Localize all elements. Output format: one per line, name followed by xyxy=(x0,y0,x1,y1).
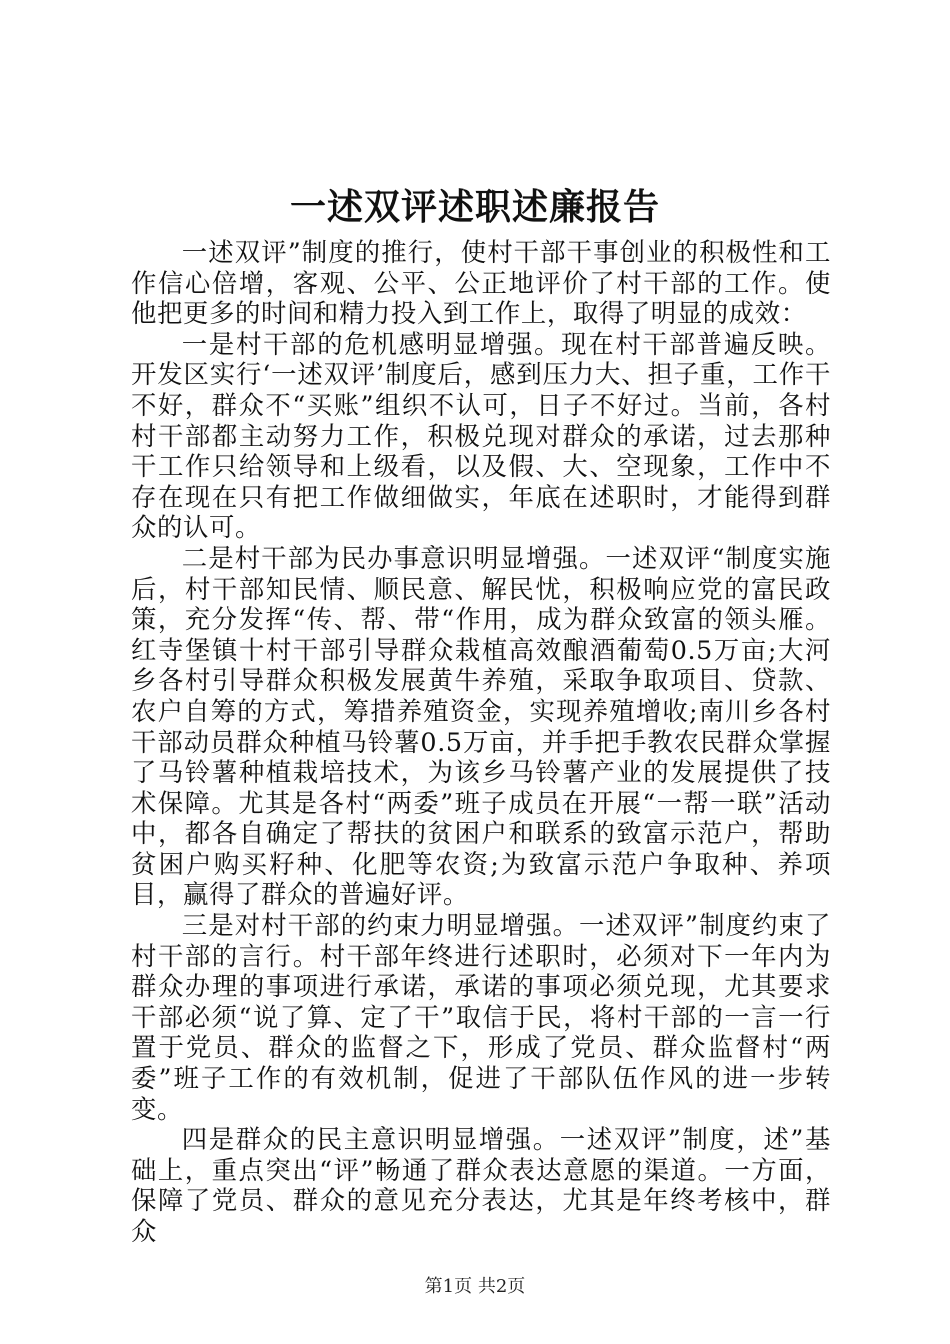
paragraph-point-four: 四是群众的民主意识明显增强。一述双评”制度，述”基础上，重点突出“评”畅通了群众表达意愿的渠道。一方面，保障了党员、群众的意见充分表达，尤其是年终考核中，群众 xyxy=(131,1124,831,1246)
paragraph-point-one: 一是村干部的危机感明显增强。现在村干部普遍反映。开发区实行‘一述双评’制度后，感到压力大、担子重，工作干不好，群众不“买账”组织不认可，日子不好过。当前，各村村干部都主动努力工作，积极兑现对群众的承诺，过去那种干工作只给领导和上级看，以及假、大、空现象，工作中不存在现在只有把工作做细做实，年底在述职时，才能得到群众的认可。 xyxy=(131,328,831,543)
document-title: 一述双评述职述廉报告 xyxy=(289,186,660,228)
page-number-footer: 第1页 共2页 xyxy=(424,1276,526,1297)
paragraph-point-three: 三是对村干部的约束力明显增强。一述双评”制度约束了村干部的言行。村干部年终进行述职时，必须对下一年内为群众办理的事项进行承诺，承诺的事项必须兑现，尤其要求干部必须“说了算、定了干”取信于民，将村干部的一言一行置于党员、群众的监督之下，形成了党员、群众监督村“两委”班子工作的有效机制，促进了干部队伍作风的进一步转变。 xyxy=(131,910,831,1124)
paragraph-intro: 一述双评”制度的推行，使村干部干事创业的积极性和工作信心倍增，客观、公平、公正地评价了村干部的工作。使他把更多的时间和精力投入到工作上，取得了明显的成效： xyxy=(131,237,831,329)
paragraph-point-two: 二是村干部为民办事意识明显增强。一述双评“制度实施后，村干部知民情、顺民意、解民忧，积极响应党的富民政策，充分发挥“传、帮、带“作用，成为群众致富的领头雁。红寺堡镇十村干部引导群众栽植高效酿酒葡萄0.5万亩;大河乡各村引导群众积极发展黄牛养殖，采取争取项目、贷款、农户自筹的方式，筹措养殖资金，实现养殖增收;南川乡各村干部动员群众种植马铃薯0.5万亩，并手把手教农民群众掌握了马铃薯种植栽培技术，为该乡马铃薯产业的发展提供了技术保障。尤其是各村“两委”班子成员在开展“一帮一联”活动中，都各自确定了帮扶的贫困户和联系的致富示范户，帮助贫困户购买籽种、化肥等农资;为致富示范户争取种、养项目，赢得了群众的普遍好评。 xyxy=(131,542,831,910)
document-body xyxy=(131,237,831,1247)
